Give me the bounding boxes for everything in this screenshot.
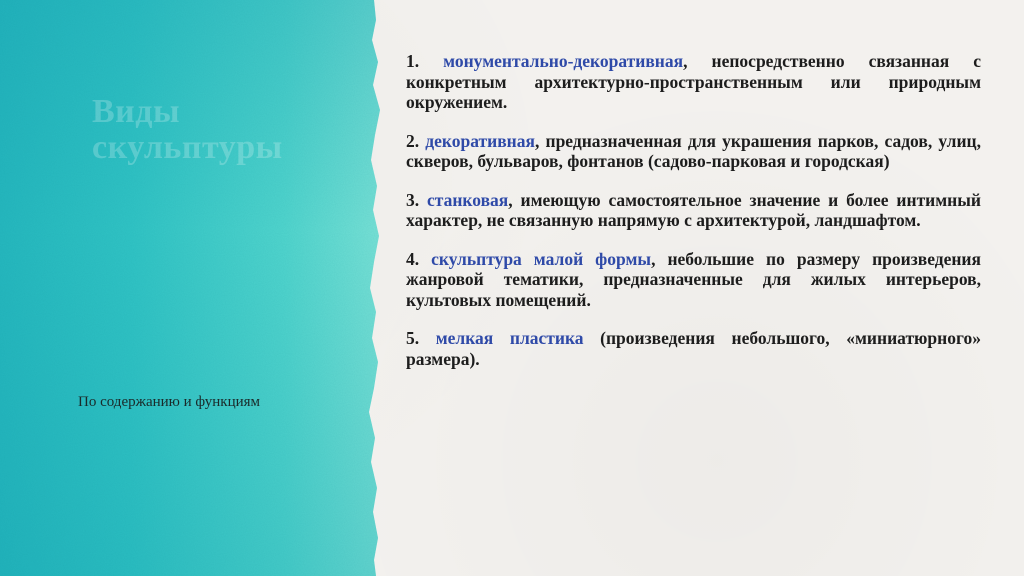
item-description: , непосредственно связанная с конкретным архитектурно-пространственным или природным окружением. — [406, 51, 982, 112]
item-number: 3. — [406, 189, 420, 210]
list-item — [406, 249, 981, 311]
item-description: , небольшие по размеру произведения жанровой тематики, предназначенные для жилых интерьеров, культовых помещений. — [406, 248, 981, 310]
item-term: станковая — [427, 189, 509, 210]
item-term: мелкая пластика — [435, 328, 584, 348]
item-description: , предназначенная для украшения парков, садов, улиц, скверов, бульваров, фонтанов (садово-парковая и городская) — [406, 130, 982, 171]
item-term: монументально-декоративная — [443, 51, 684, 71]
item-term: скульптура малой формы — [431, 248, 652, 269]
item-description: (произведения небольшого, «миниатюрного» размера). — [406, 328, 981, 369]
list-item — [406, 131, 981, 172]
item-number: 5. — [406, 328, 420, 348]
item-term: декоративная — [425, 130, 535, 151]
item-description: , имеющую самостоятельное значение и более интимный характер, не связанную напрямую с архитектурой, ландшафтом. — [406, 189, 981, 230]
watercolor-panel — [0, 0, 400, 576]
slide-subtitle: По содержанию и функциям — [78, 394, 261, 410]
slide-title: Виды скульптуры — [92, 93, 283, 166]
item-number: 1. — [406, 51, 420, 71]
item-number: 4. — [406, 248, 420, 269]
list-item — [406, 328, 981, 369]
list-item — [406, 51, 981, 113]
list-item — [406, 190, 981, 231]
item-number: 2. — [406, 130, 420, 151]
sculpture-types-list — [406, 51, 981, 387]
